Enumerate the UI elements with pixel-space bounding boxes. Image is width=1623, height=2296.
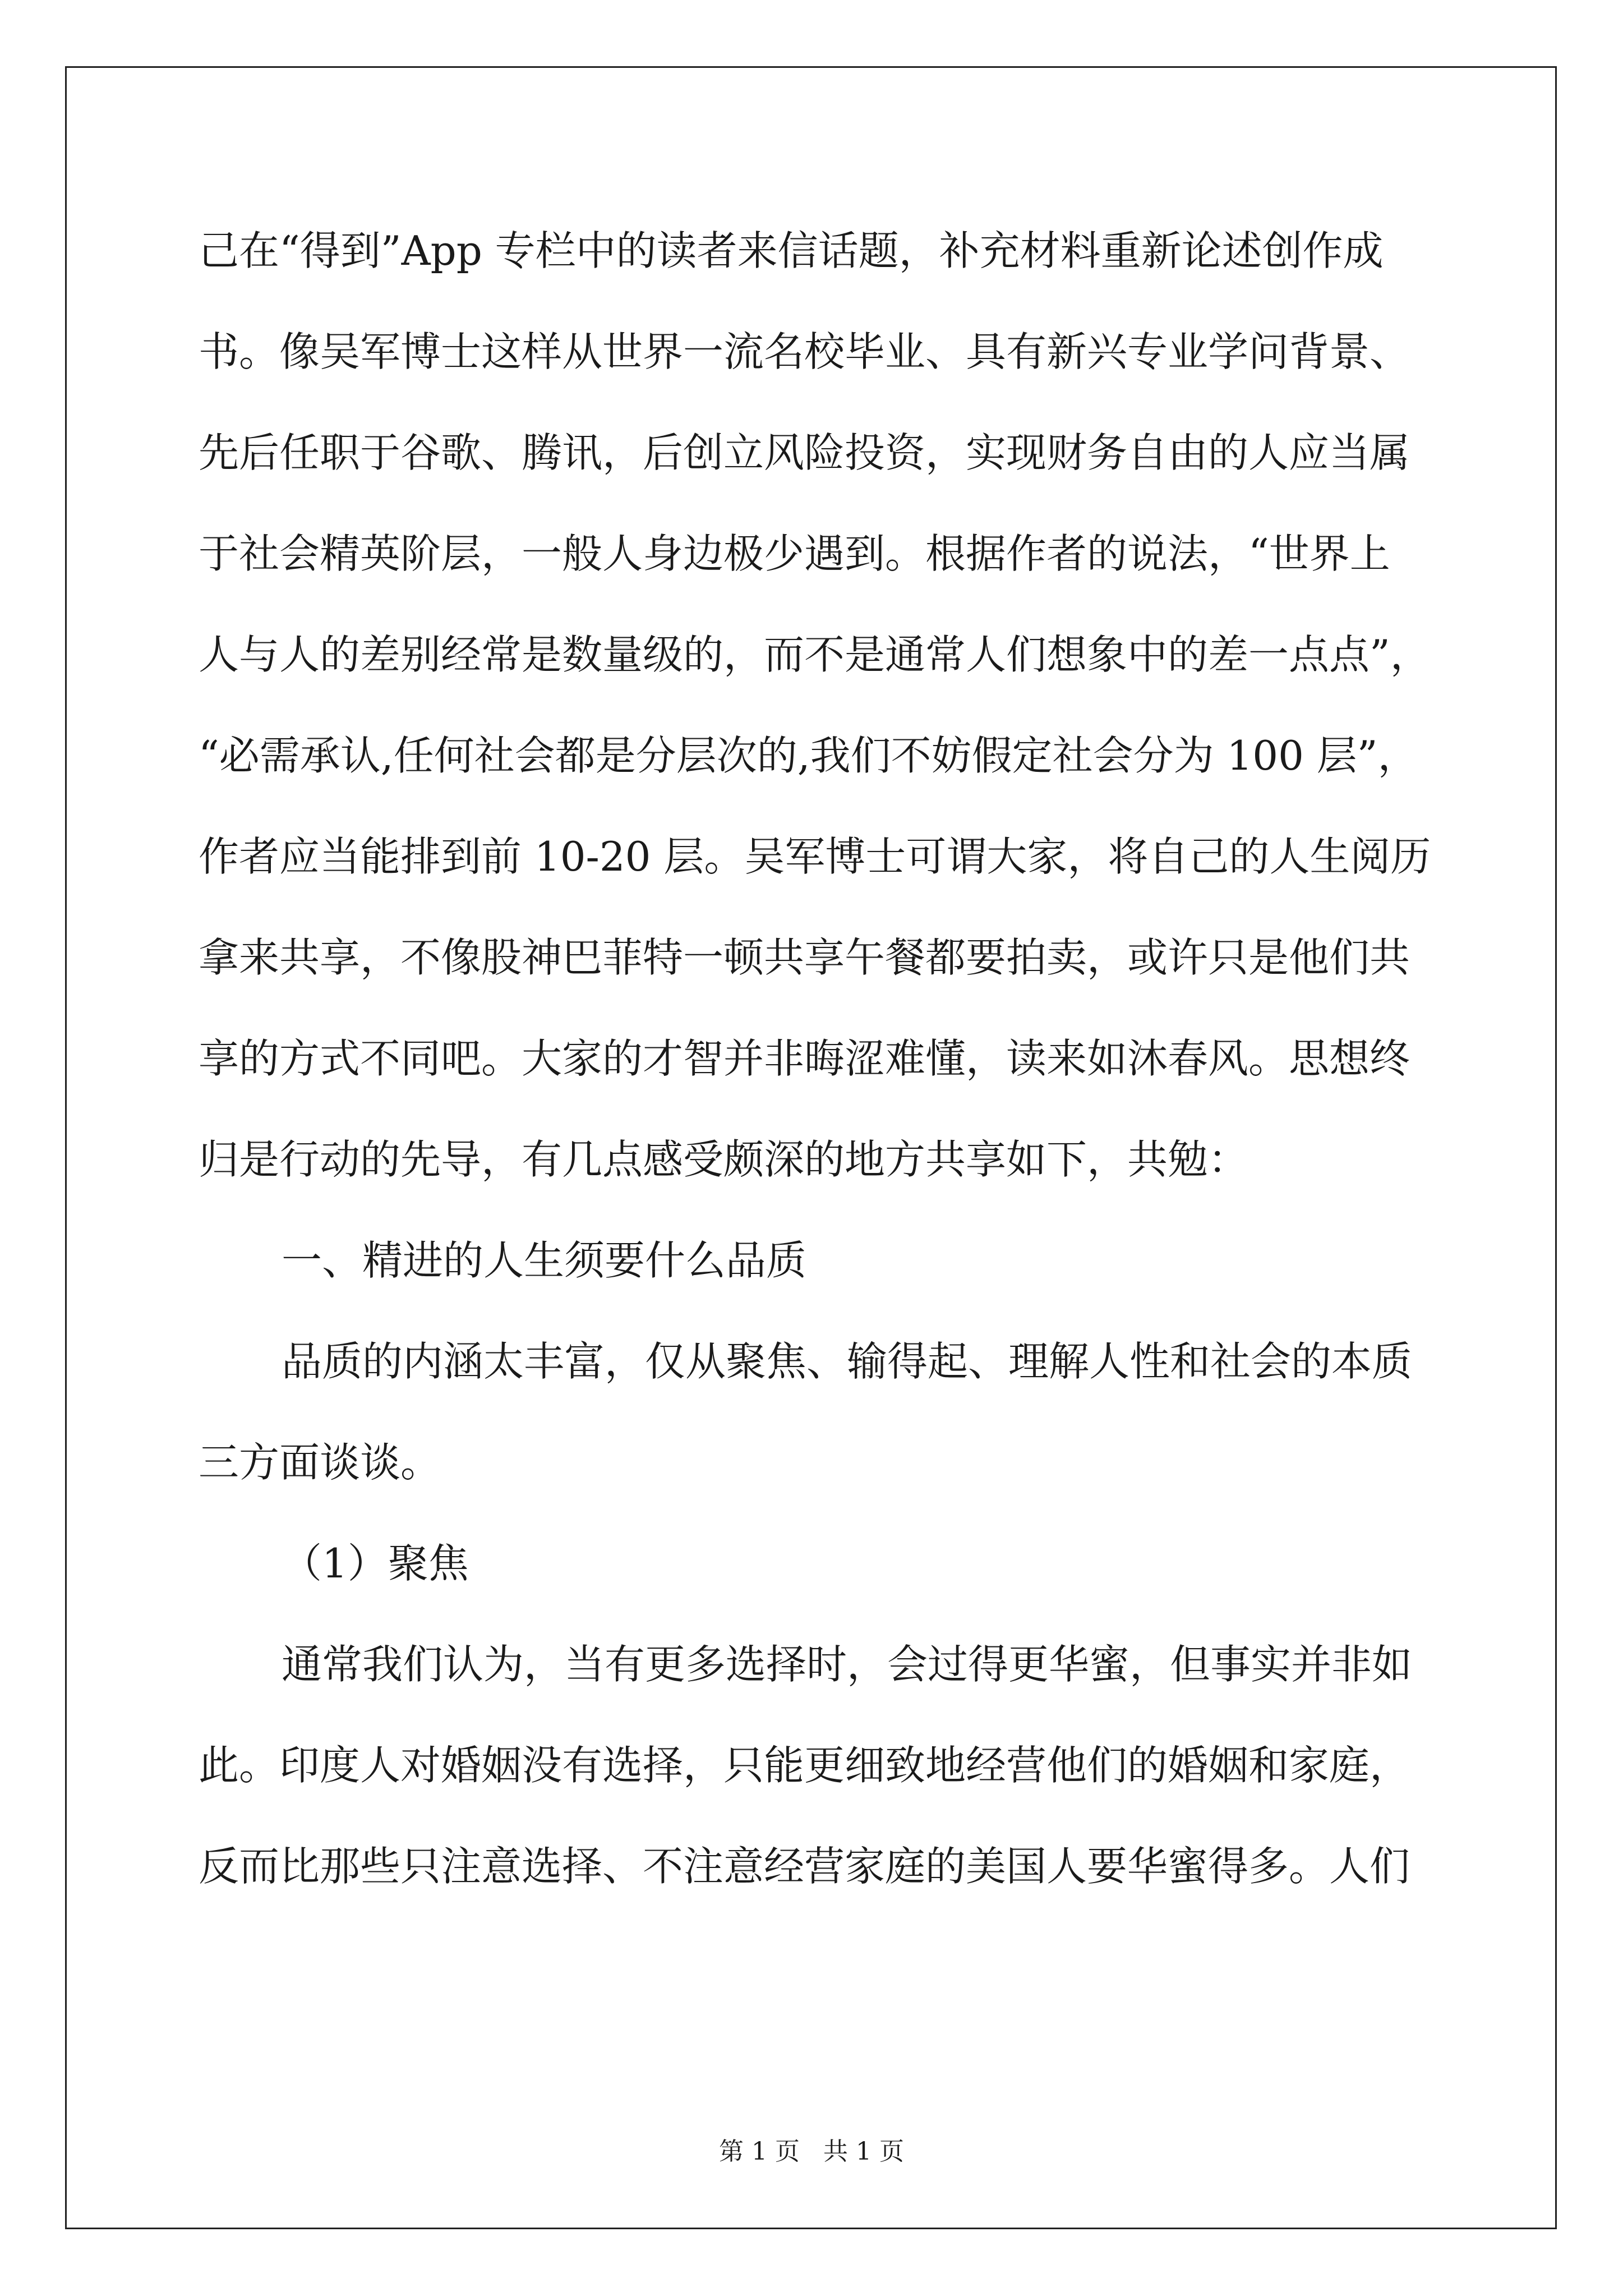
text-line: 作者应当能排到前 10-20 层。吴军博士可谓大家，将自己的人生阅历 bbox=[199, 833, 1431, 880]
document-body bbox=[199, 220, 1477, 1936]
text-line: 拿来共享，不像股神巴菲特一顿共享午餐都要拍卖，或许只是他们共 bbox=[199, 934, 1410, 981]
text-line: 己在“得到”App 专栏中的读者来信话题，补充材料重新论述创作成 bbox=[199, 227, 1384, 274]
text-line: 归是行动的先导，有几点感受颇深的地方共享如下，共勉： bbox=[199, 1136, 1249, 1183]
text-line: 享的方式不同吧。大家的才智并非晦涩难懂，读来如沐春风。思想终 bbox=[199, 1035, 1410, 1082]
section-heading: 一、精进的人生须要什么品质 bbox=[282, 1237, 807, 1284]
subsection-heading: （1）聚焦 bbox=[282, 1540, 469, 1587]
text-line: 品质的内涵太丰富，仅从聚焦、输得起、理解人性和社会的本质 bbox=[282, 1338, 1413, 1385]
text-line: 于社会精英阶层，一般人身边极少遇到。根据作者的说法，“世界上 bbox=[199, 530, 1390, 577]
text-line: 通常我们认为，当有更多选择时，会过得更华蜜，但事实并非如 bbox=[282, 1641, 1413, 1688]
text-line: “必需承认,任何社会都是分层次的,我们不妨假定社会分为 100 层”， bbox=[199, 732, 1418, 779]
text-line: 人与人的差别经常是数量级的，而不是通常人们想象中的差一点点”， bbox=[199, 631, 1431, 678]
text-line: 书。像吴军博士这样从世界一流名校毕业、具有新兴专业学问背景、 bbox=[199, 328, 1410, 375]
text-line: 三方面谈谈。 bbox=[199, 1439, 441, 1486]
text-line: 反而比那些只注意选择、不注意经营家庭的美国人要华蜜得多。人们 bbox=[199, 1843, 1410, 1890]
text-line: 先后任职于谷歌、腾讯，后创立风险投资，实现财务自由的人应当属 bbox=[199, 429, 1410, 476]
page-footer: 第 1 页 共 1 页 bbox=[719, 2137, 904, 2166]
text-line: 此。印度人对婚姻没有选择，只能更细致地经营他们的婚姻和家庭， bbox=[199, 1742, 1410, 1789]
